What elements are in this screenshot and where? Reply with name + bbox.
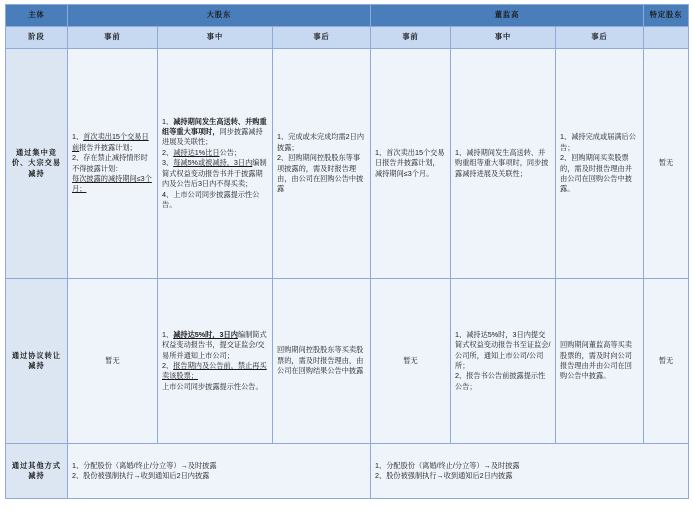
header-senior-executive: 董监高 bbox=[371, 5, 644, 27]
header-major-before: 事前 bbox=[68, 27, 158, 49]
table-row bbox=[6, 444, 689, 499]
cell-other-senior: 1、分配股份（离婚/终止/分立等）→及时披露 2、股份被强制执行→收到通知后2日内披露 bbox=[371, 444, 689, 499]
cell-major-during-2: 1、减持达5%时，3日内编制简式权益变动报告书，提交证监会/交易所并通知上市公司； 2、报告期内及公告前，禁止再买卖该股票； 上市公司同步披露提示性公告。 bbox=[158, 279, 273, 444]
cell-major-during-1: 1、减持期间发生高送转、并购重组等重大事项时，同步披露减持进展及关联性； 2、减持达1%比日公告； 3、每减5%或被减持，3日内编制简式权益变动报告书并于披露期内及公告后3日内不得买卖； 4、上市公司同步披露提示性公告。 bbox=[158, 49, 273, 279]
table-row bbox=[6, 49, 689, 279]
cell-specific-1: 暂无 bbox=[644, 49, 689, 279]
header-subject: 主体 bbox=[6, 5, 68, 27]
header-senior-during: 事中 bbox=[451, 27, 556, 49]
cell-senior-during-1: 1、减持期间发生高送转、并购重组等重大事项时，同步披露减持进展及关联性； bbox=[451, 49, 556, 279]
cell-specific-2: 暂无 bbox=[644, 279, 689, 444]
cell-major-after-1: 1、完成或未完成均需2日内披露； 2、回购期间控股股东等事项披露的，需及时报告理由，由公司在回购公告中披露 bbox=[273, 49, 371, 279]
row-label-agreement-transfer: 通过协议转让减持 bbox=[6, 279, 68, 444]
cell-senior-after-1: 1、减持完成或届满后公告； 2、回购期间买卖股票的，需及时报告理由并由公司在回购公告中披露。 bbox=[556, 49, 644, 279]
header-specific-shareholder: 特定股东 bbox=[644, 5, 689, 27]
table-header-row-sub bbox=[6, 27, 689, 49]
header-senior-before: 事前 bbox=[371, 27, 451, 49]
table-header-row-main bbox=[6, 5, 689, 27]
cell-senior-during-2: 1、减持达5%时，3日内提交简式权益变动报告书至证监会/公司所，通知上市公司/公司所； 2、报告书公告前披露提示性公告； bbox=[451, 279, 556, 444]
table-row bbox=[6, 279, 689, 444]
cell-major-before-1: 1、首次卖出15个交易日前报告并披露计划； 2、存在禁止减持情形时不得披露计划： 每次披露的减持期间≤3个月； bbox=[68, 49, 158, 279]
row-label-other-methods: 通过其他方式减持 bbox=[6, 444, 68, 499]
header-senior-after: 事后 bbox=[556, 27, 644, 49]
cell-senior-before-1: 1、首次卖出15个交易日报告并披露计划，减持期间≤3个月。 bbox=[371, 49, 451, 279]
header-stage: 阶段 bbox=[6, 27, 68, 49]
row-label-centralized-bidding: 通过集中竞价、大宗交易减持 bbox=[6, 49, 68, 279]
cell-major-before-2: 暂无 bbox=[68, 279, 158, 444]
cell-senior-before-2: 暂无 bbox=[371, 279, 451, 444]
header-specific-blank bbox=[644, 27, 689, 49]
cell-other-major: 1、分配股份（离婚/终止/分立等）→及时披露 2、股份被强制执行→收到通知后2日内披露 bbox=[68, 444, 371, 499]
disclosure-requirements-table bbox=[5, 4, 689, 499]
header-major-after: 事后 bbox=[273, 27, 371, 49]
cell-major-after-2: 回购期间控股股东等买卖股票的，需及时报告理由，由公司在回购结果公告中披露 bbox=[273, 279, 371, 444]
header-major-during: 事中 bbox=[158, 27, 273, 49]
cell-senior-after-2: 回购期间董监高等买卖股票的，需及时向公司报告理由并由公司在回购公告中披露。 bbox=[556, 279, 644, 444]
header-major-shareholder: 大股东 bbox=[68, 5, 371, 27]
